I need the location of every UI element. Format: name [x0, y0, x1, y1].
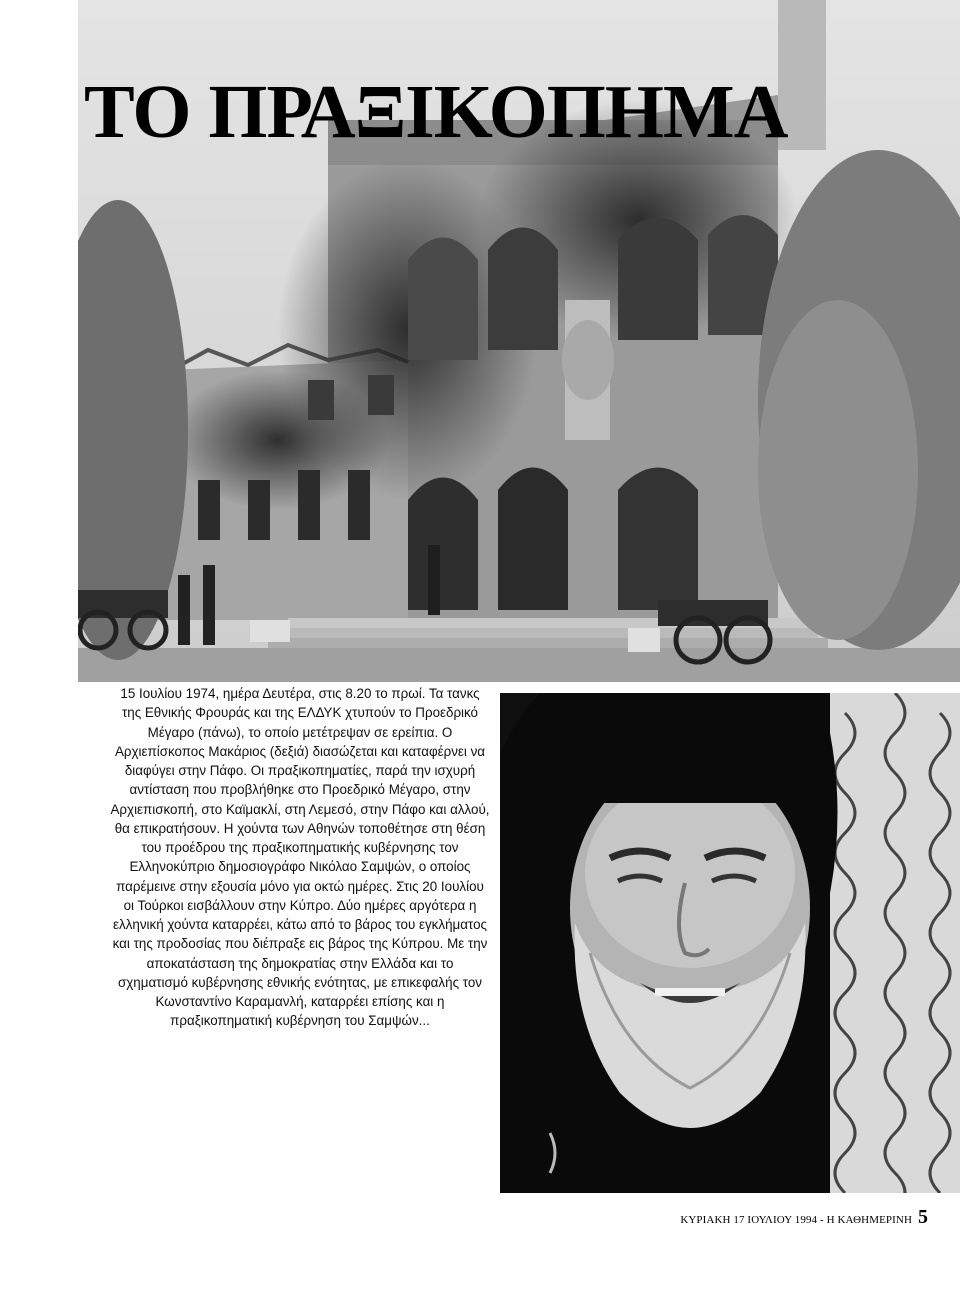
- photo-caption: [110, 684, 490, 1031]
- page-number: 5: [918, 1206, 928, 1228]
- page-footer: [680, 1206, 928, 1229]
- makarios-portrait-photo: [500, 693, 960, 1193]
- footer-date-line: ΚΥΡΙΑΚΗ 17 ΙΟΥΛΙΟΥ 1994 - Η ΚΑΘΗΜΕΡΙΝΗ: [680, 1214, 912, 1226]
- portrait-illustration: [500, 693, 960, 1193]
- caption-text: 15 Ιουλίου 1974, ημέρα Δευτέρα, στις 8.20 το πρωί. Τα τανκς της Εθνικής Φρουράς και της ΕΛΔΥΚ χτυπούν το Προεδρικό Μέγαρο (πάνω), το οποίο μετέτρεψαν σε ερείπια. Ο Αρχιεπίσκοπος Μακάριος (δεξιά) διασώζεται και καταφέρνει να διαφύγει στην Πάφο. Οι πραξικοπηματίες, παρά την ισχυρή αντίσταση που προβλήθηκε στο Προεδρικό Μέγαρο, στην Αρχιεπισκοπή, στο Καϊμακλί, στη Λεμεσό, στην Πάφο και αλλού, θα επικρατήσουν. Η χούντα των Αθηνών τοποθέτησε στη θέση του προέδρου της πραξικοπηματικής κυβέρνησης τον Ελληνοκύπριο δημοσιογράφο Νικόλαο Σαμψών, ο οποίος παρέμεινε στην εξουσία μόνο για οκτώ ημέρες. Στις 20 Ιουλίου οι Τούρκοι εισβάλλουν στην Κύπρο. Δύο ημέρες αργότερα η ελληνική χούντα καταρρέει, κάτω από το βάρος του εγκλήματος και της προδοσίας που διέπραξε εις βάρος της Κύπρου. Με την αποκατάσταση της δημοκρατίας στην Ελλάδα και το σχηματισμό κυβέρνησης εθνικής ενότητας, με επικεφαλής τον Κωνσταντίνο Καραμανλή, καταρρέει επίσης και η πραξικοπηματική κυβέρνηση του Σαμψών...: [110, 686, 490, 1029]
- page-title: ΤΟ ΠΡΑΞΙΚΟΠΗΜΑ: [84, 70, 788, 154]
